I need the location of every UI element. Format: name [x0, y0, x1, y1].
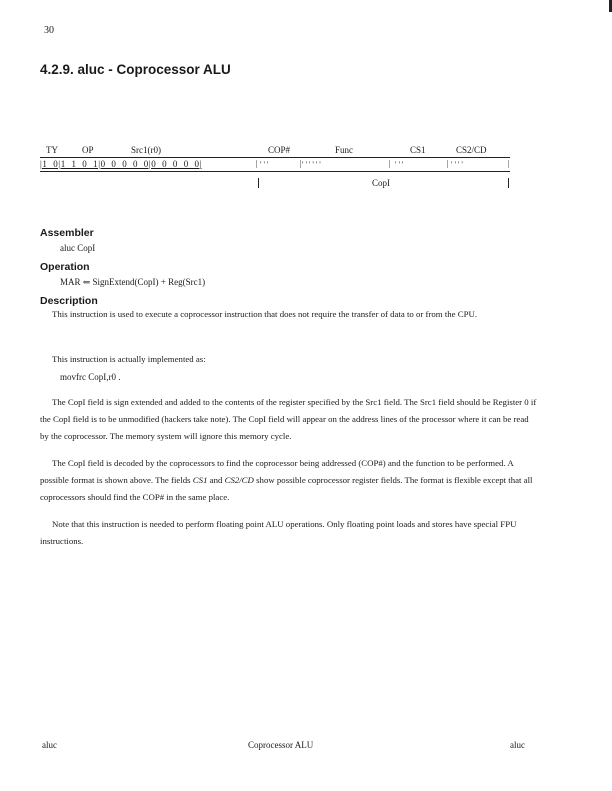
bit-row-rule — [40, 171, 510, 172]
field-cop-number: COP# — [268, 145, 291, 155]
description-paragraph-2: This instruction is actually implemented as: — [52, 354, 206, 364]
footer-right: aluc — [510, 740, 525, 750]
cs2-cd-ticks: ' ' ' ' — [451, 160, 463, 169]
copi-right-bound — [508, 178, 509, 188]
divider-bar-2: | — [300, 159, 302, 168]
field-src1: Src1(r0) — [131, 145, 161, 155]
description-paragraph-3: The CopI field is sign extended and added to the contents of the register specified by the Src1 field. The Src1 field should be Register 0 if the CopI field is to be unmodified (hackers take note). The CopI field will appear on the address lines of the processor where it can be read by the coprocessor. The memory system will ignore this memory cycle. — [40, 397, 537, 441]
divider-bar-3: | — [389, 159, 391, 168]
field-op: OP — [82, 145, 94, 155]
cs1-ticks: ' ' ' — [395, 160, 404, 169]
assembler-heading: Assembler — [40, 227, 94, 239]
description-paragraph-5: Note that this instruction is needed to perform floating point ALU operations. Only floating point loads and stores have special FPU instructions. — [40, 519, 517, 546]
cop-number-ticks: ' ' ' — [260, 160, 269, 169]
footer-center: Coprocessor ALU — [248, 740, 314, 750]
assembler-code: aluc CopI — [60, 243, 96, 253]
operation-heading: Operation — [40, 261, 90, 273]
page-number: 30 — [44, 25, 54, 36]
p4-text-a: The CopI field is decoded by the coprocessors to find the coprocessor being addressed (COP#) and the function to be performed. A possible format is shown above. The fields — [40, 458, 514, 485]
func-ticks: ' ' ' ' ' ' — [302, 160, 321, 169]
p4-text-and: and — [207, 475, 225, 485]
cs2-field-ref: CS2/CD — [224, 475, 254, 485]
field-cs1: CS1 — [410, 145, 426, 155]
p4-text-b: show possible coprocessor register fields. The format is flexible except that all coprocessors should find the COP# in the same place. — [40, 475, 533, 502]
cs1-field-ref: CS1 — [192, 475, 208, 485]
footer-left: aluc — [42, 740, 57, 750]
field-func: Func — [335, 145, 353, 155]
section-title: 4.2.9. aluc - Coprocessor ALU — [40, 62, 231, 77]
field-cs2-cd: CS2/CD — [456, 145, 487, 155]
description-paragraph-1: This instruction is used to execute a coprocessor instruction that does not require the transfer of data to or from the CPU. — [52, 309, 478, 319]
description-paragraph-4 — [40, 455, 538, 506]
divider-bar-4: | — [447, 159, 449, 168]
copi-left-bound — [258, 178, 259, 188]
operation-code: MAR ⇐ SignExtend(CopI) + Reg(Src1) — [60, 277, 206, 287]
divider-bar-1: | — [256, 159, 258, 168]
instruction-format-diagram — [0, 0, 612, 200]
fixed-bit-pattern: |1 0|1 1 0 1|0 0 0 0 0|0 0 0 0 0| — [40, 159, 203, 169]
divider-bar-5: | — [508, 159, 510, 168]
field-ty: TY — [46, 145, 58, 155]
description-heading: Description — [40, 295, 98, 307]
copi-subfield-label: CopI — [372, 178, 390, 188]
implementation-code: movfrc CopI,r0 . — [60, 372, 121, 382]
field-header-rule — [40, 157, 510, 158]
